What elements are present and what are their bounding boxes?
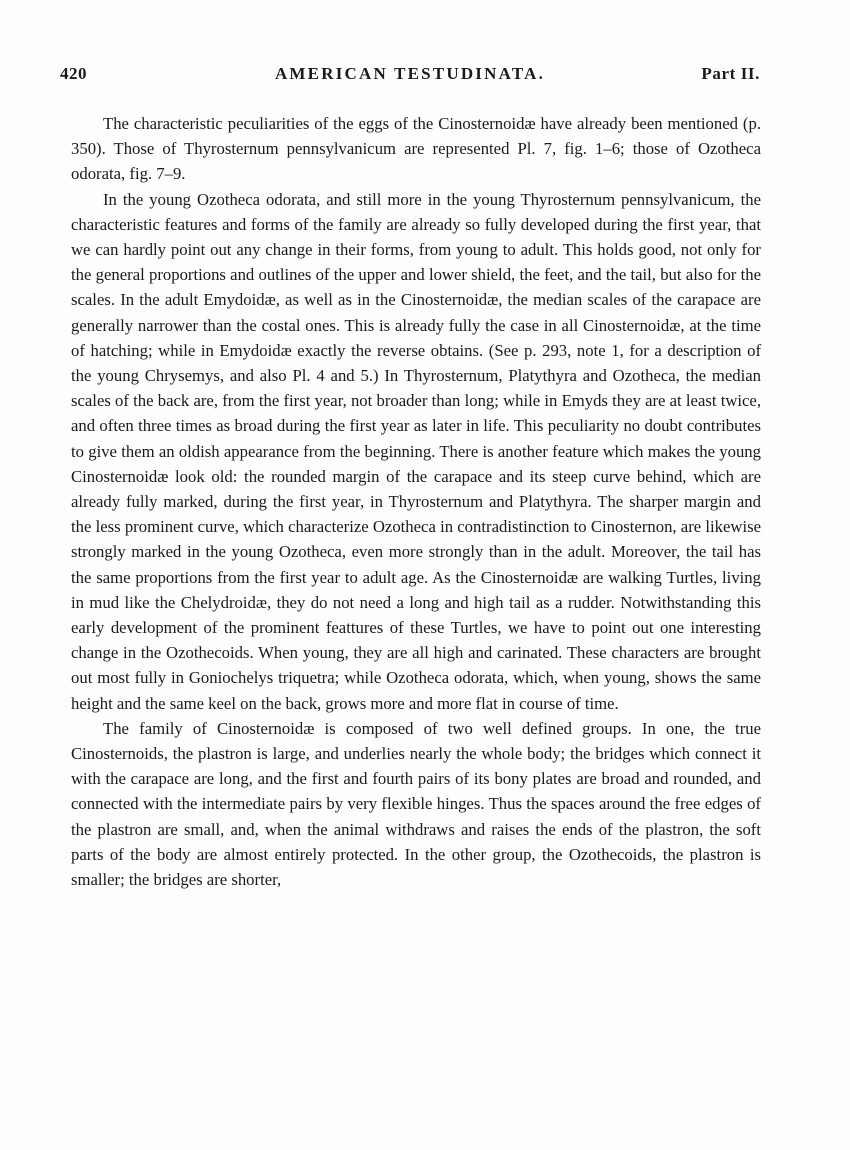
part-label: Part II. <box>701 64 760 83</box>
running-title: AMERICAN TESTUDINATA. <box>274 64 546 83</box>
page-number: 420 <box>60 64 87 83</box>
paragraph-young-forms: In the young Ozotheca odorata, and still more in the young Thyrosternum pennsylvanicum, the characteristic features and forms of the family are already so fully developed during the first year, that we can hardly point out any change in their forms, from young to adult. This holds good, not only for the general proportions and outlines of the upper and lower shield, the feet, and the tail, but also for the scales. In the adult Emydoidæ, as well as in the Cinosternoidæ, the median scales of the carapace are generally narrower than the costal ones. This is already fully the case in all Cinosternoidæ, at the time of hatching; while in Emydoidæ exactly the reverse obtains. (See p. 293, note 1, for a description of the young Chrysemys, and also Pl. 4 and 5.) In Thyrosternum, Platythyra and Ozotheca, the median scales of the back are, from the first year, not broader than long; while in Emyds they are at least twice, and often three times as broad during the first year as later in life. This peculiarity no doubt contributes to give them an oldish appearance from the beginning. There is another feature which makes the young Cinosternoidæ look old: the rounded margin of the carapace and its steep curve behind, which are already fully marked, during the first year, in Thyrosternum and Platythyra. The sharper margin and the less prominent curve, which characterize Ozotheca in contradistinction to Cinosternon, are likewise strongly marked in the young Ozotheca, even more strongly than in the adult. Moreover, the tail has the same proportions from the first year to adult age. As the Cinosternoidæ are walking Turtles, living in mud like the Chelydroidæ, they do not need a long and high tail as a rudder. Notwithstanding this early development of the prominent feattures of these Turtles, we have to point out one interesting change in the Ozothecoids. When young, they are all high and carinated. These characters are brought out most fully in Goniochelys triquetra; while Ozotheca odorata, which, when young, shows the same height and the same keel on the back, grows more and more flat in course of time. <box>71 189 761 713</box>
paragraph-family-groups: The family of Cinosternoidæ is composed of two well defined groups. In one, the true Cinosternoids, the plastron is large, and underlies nearly the whole body; the bridges which connect it with the carapace are long, and the first and fourth pairs of its bony plates are broad and rounded, and connected with the intermediate pairs by very flexible hinges. Thus the spaces around the free edges of the plastron are small, and, when the animal withdraws and raises the ends of the plastron, the soft parts of the body are almost entirely protected. In the other group, the Ozothecoids, the plastron is smaller; the bridges are shorter, <box>71 718 761 890</box>
paragraph-eggs: The characteristic peculiarities of the eggs of the Cinosternoidæ have already been mentioned (p. 350). Those of Thyrosternum pennsylvanicum are represented Pl. 7, fig. 1–6; those of Ozotheca odorata, fig. 7–9. <box>71 114 761 184</box>
body-text <box>71 111 761 892</box>
running-head <box>60 64 760 88</box>
